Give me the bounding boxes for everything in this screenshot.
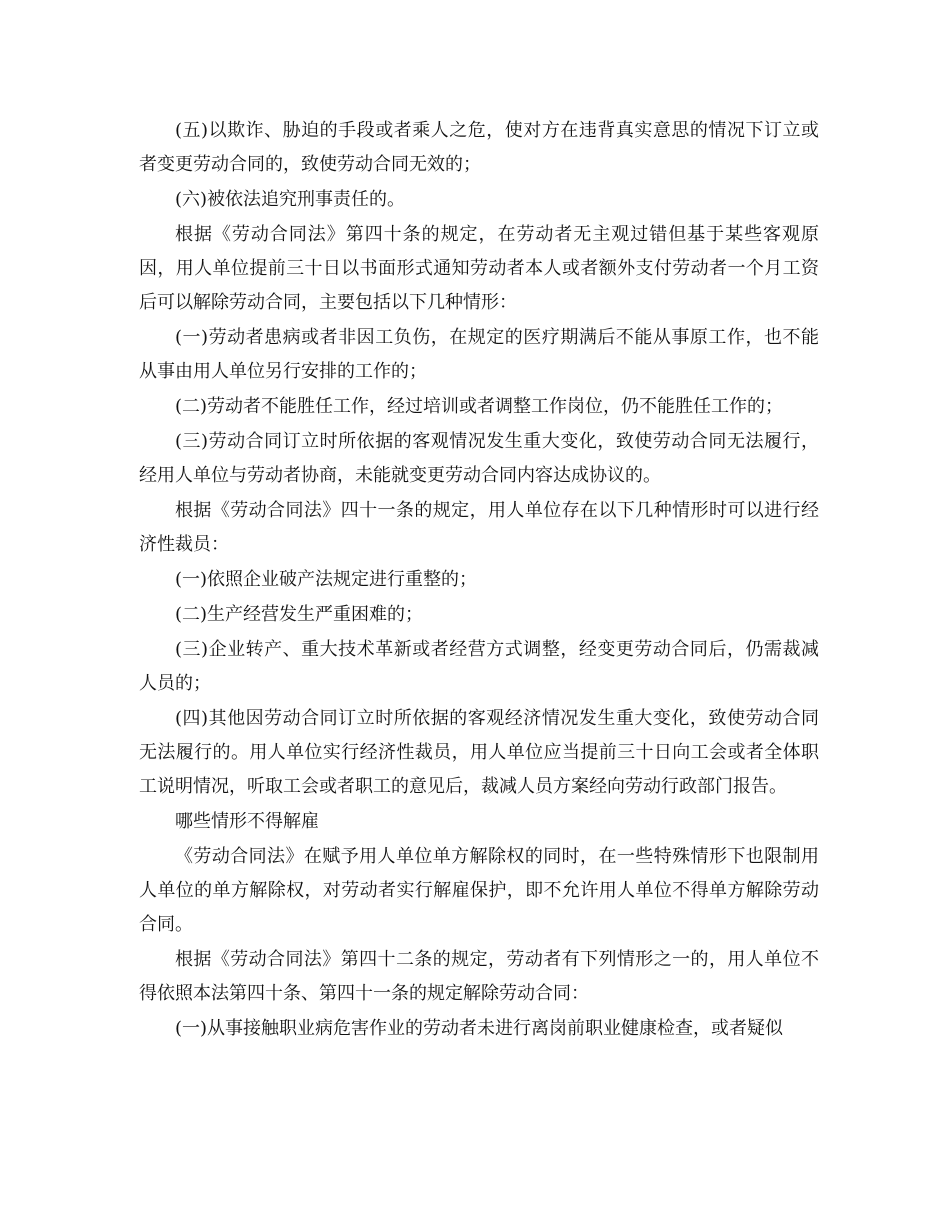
paragraph-illness-injury: (一)劳动者患病或者非因工负伤，在规定的医疗期满后不能从事原工作，也不能从事由用人单位另行安排的工作的；: [139, 327, 819, 382]
paragraph-bankruptcy-reorg: (一)依照企业破产法规定进行重整的；: [175, 569, 478, 590]
paragraph-severe-difficulty: (二)生产经营发生严重困难的；: [175, 604, 424, 625]
paragraph-fraud-contract: (五)以欺诈、胁迫的手段或者乘人之危，使对方在违背真实意思的情况下订立或者变更劳动合同的，致使劳动合同无效的；: [139, 120, 819, 175]
paragraph-objective-change: (三)劳动合同订立时所依据的客观情况发生重大变化，致使劳动合同无法履行，经用人单位与劳动者协商，未能就变更劳动合同内容达成协议的。: [139, 431, 819, 486]
document-body: [139, 114, 819, 1047]
paragraph-other-economic-change: (四)其他因劳动合同订立时所依据的客观经济情况发生重大变化，致使劳动合同无法履行的。用人单位实行经济性裁员，用人单位应当提前三十日向工会或者全体职工说明情况，听取工会或者职工的意见后，裁减人员方案经向劳动行政部门报告。: [139, 708, 819, 797]
paragraph-article-42-intro: 根据《劳动合同法》第四十二条的规定，劳动者有下列情形之一的，用人单位不得依照本法第四十条、第四十一条的规定解除劳动合同：: [139, 949, 819, 1004]
paragraph-article-41-intro: 根据《劳动合同法》四十一条的规定，用人单位存在以下几种情形时可以进行经济性裁员：: [139, 500, 819, 555]
paragraph-occupational-disease: (一)从事接触职业病危害作业的劳动者未进行离岗前职业健康检查，或者疑似: [175, 1018, 784, 1039]
paragraph-dismissal-protection: 《劳动合同法》在赋予用人单位单方解除权的同时，在一些特殊情形下也限制用人单位的单方解除权，对劳动者实行解雇保护，即不允许用人单位不得单方解除劳动合同。: [139, 846, 819, 935]
section-heading-no-dismissal: 哪些情形不得解雇: [175, 811, 319, 832]
paragraph-article-40-intro: 根据《劳动合同法》第四十条的规定，在劳动者无主观过错但基于某些客观原因，用人单位提前三十日以书面形式通知劳动者本人或者额外支付劳动者一个月工资后可以解除劳动合同，主要包括以下几种情形：: [139, 224, 819, 313]
paragraph-business-transformation: (三)企业转产、重大技术革新或者经营方式调整，经变更劳动合同后，仍需裁减人员的；: [139, 639, 819, 694]
paragraph-incompetence: (二)劳动者不能胜任工作，经过培训或者调整工作岗位，仍不能胜任工作的；: [175, 396, 784, 417]
paragraph-criminal-liability: (六)被依法追究刑事责任的。: [175, 189, 406, 210]
